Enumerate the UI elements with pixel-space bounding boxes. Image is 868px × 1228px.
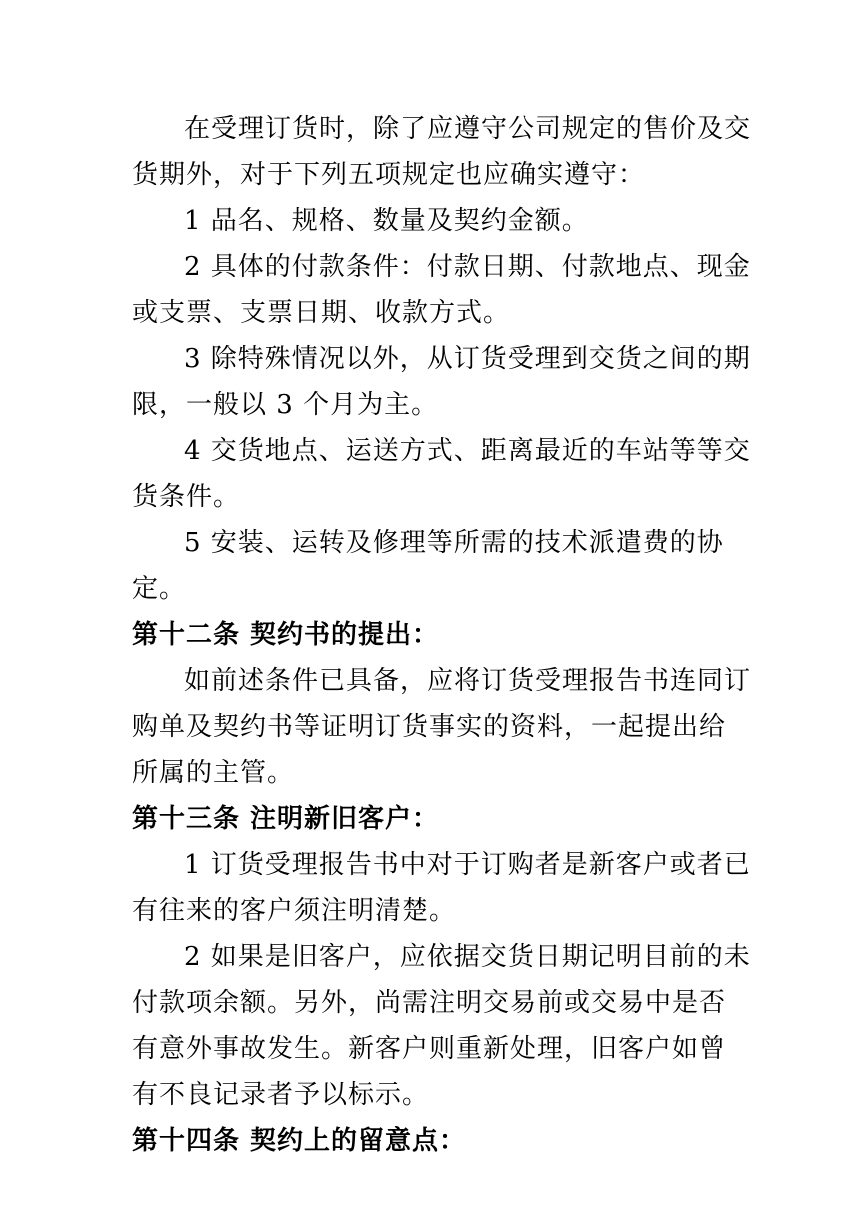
article-13-item-1: 1 订货受理报告书中对于订购者是新客户或者已有往来的客户须注明清楚。 — [132, 850, 751, 926]
list-item-5: 5 安装、运转及修理等所需的技术派遣费的协定。 — [132, 528, 724, 604]
paragraph-intro: 在受理订货时，除了应遵守公司规定的售价及交货期外，对于下列五项规定也应确实遵守： — [132, 114, 752, 190]
article-14-heading: 第十四条 契约上的留意点： — [132, 1126, 467, 1156]
list-item-3: 3 除特殊情况以外，从订货受理到交货之间的期限，一般以 3 个月为主。 — [132, 344, 751, 420]
article-13-item-2: 2 如果是旧客户，应依据交货日期记明目前的未付款项余额。另外，尚需注明交易前或交易中是否有意外事故发生。新客户则重新处理，旧客户如曾有不良记录者予以标示。 — [132, 942, 751, 1110]
list-item-4: 4 交货地点、运送方式、距离最近的车站等等交货条件。 — [132, 436, 751, 512]
list-item-1: 1 品名、规格、数量及契约金额。 — [184, 206, 589, 236]
article-13-heading: 第十三条 注明新旧客户： — [132, 804, 440, 834]
article-12-heading: 第十二条 契约书的提出： — [132, 620, 440, 650]
document-page — [132, 106, 752, 1164]
article-12-body: 如前述条件已具备，应将订货受理报告书连同订购单及契约书等证明订货事实的资料，一起提出给所属的主管。 — [132, 666, 752, 788]
list-item-2: 2 具体的付款条件：付款日期、付款地点、现金或支票、支票日期、收款方式。 — [132, 252, 751, 328]
